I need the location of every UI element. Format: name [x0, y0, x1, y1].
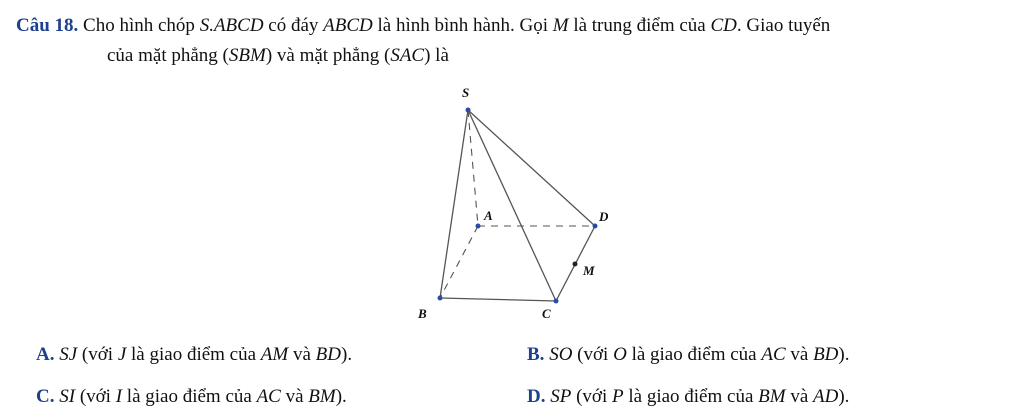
point-s: [466, 108, 471, 113]
math-segment-cd: CD: [710, 15, 737, 36]
option-text: là giao điểm của: [631, 344, 757, 365]
option-d[interactable]: [527, 385, 849, 409]
question-line-1: [16, 14, 830, 38]
option-text: (với: [577, 344, 609, 365]
option-text: ).: [341, 344, 353, 365]
math-line: SI: [59, 386, 76, 407]
math-plane-sac: SAC: [390, 45, 425, 66]
math-line: SP: [550, 386, 572, 407]
option-text: và: [790, 386, 809, 407]
question-text: của mặt phẳng (: [107, 45, 229, 66]
pyramid-figure: [400, 80, 640, 325]
math-line: BM: [308, 386, 336, 407]
option-text: và: [790, 344, 809, 365]
math-point: O: [613, 344, 627, 365]
option-key: A.: [36, 344, 55, 365]
math-point: I: [115, 386, 123, 407]
math-line: SJ: [59, 344, 78, 365]
option-c[interactable]: [36, 385, 347, 409]
option-text: và: [292, 344, 311, 365]
math-point: P: [612, 386, 624, 407]
option-text: là giao điểm của: [131, 344, 257, 365]
question-line-2: [107, 44, 449, 68]
question-text: ) là: [424, 45, 449, 66]
label-a: A: [484, 208, 493, 223]
math-line: BM: [758, 386, 786, 407]
option-text: ).: [838, 344, 850, 365]
point-a: [476, 224, 481, 229]
option-key: C.: [36, 386, 55, 407]
question-text: có đáy: [268, 15, 319, 36]
option-a[interactable]: [36, 343, 352, 367]
math-point: J: [117, 344, 127, 365]
question-text: . Giao tuyến: [736, 15, 831, 36]
label-b: B: [418, 306, 427, 321]
math-line: AM: [260, 344, 289, 365]
math-line: AC: [256, 386, 281, 407]
question-text: là trung điểm của: [573, 15, 706, 36]
question-number: Câu 18.: [16, 15, 79, 36]
question-text: ) và mặt phẳng (: [265, 45, 391, 66]
point-c: [554, 299, 559, 304]
edge-sb: [440, 110, 468, 298]
option-b[interactable]: [527, 343, 849, 367]
math-pyramid: S.ABCD: [199, 15, 264, 36]
math-line: BD: [813, 344, 839, 365]
label-d: D: [599, 209, 609, 224]
label-s: S: [462, 85, 470, 100]
option-text: và: [285, 386, 304, 407]
math-plane-sbm: SBM: [228, 45, 266, 66]
math-line: BD: [315, 344, 341, 365]
point-b: [438, 296, 443, 301]
option-text: (với: [81, 344, 114, 365]
math-line: AD: [813, 386, 839, 407]
option-text: ).: [838, 386, 850, 407]
point-m: [573, 262, 578, 267]
option-key: D.: [527, 386, 546, 407]
edge-sc: [468, 110, 556, 301]
option-text: là giao điểm của: [628, 386, 754, 407]
question-text: Cho hình chóp: [83, 15, 195, 36]
option-text: (với: [79, 386, 111, 407]
edge-bc: [440, 298, 556, 301]
math-line: AC: [761, 344, 786, 365]
point-d: [593, 224, 598, 229]
option-key: B.: [527, 344, 545, 365]
label-m: M: [583, 263, 595, 278]
question-text: là hình bình hành. Gọi: [377, 15, 548, 36]
option-text: là giao điểm của: [126, 386, 252, 407]
math-base: ABCD: [323, 15, 373, 36]
math-point-m: M: [552, 15, 569, 36]
math-line: SO: [549, 344, 573, 365]
label-c: C: [542, 306, 551, 321]
option-text: (với: [576, 386, 608, 407]
option-text: ).: [335, 386, 347, 407]
